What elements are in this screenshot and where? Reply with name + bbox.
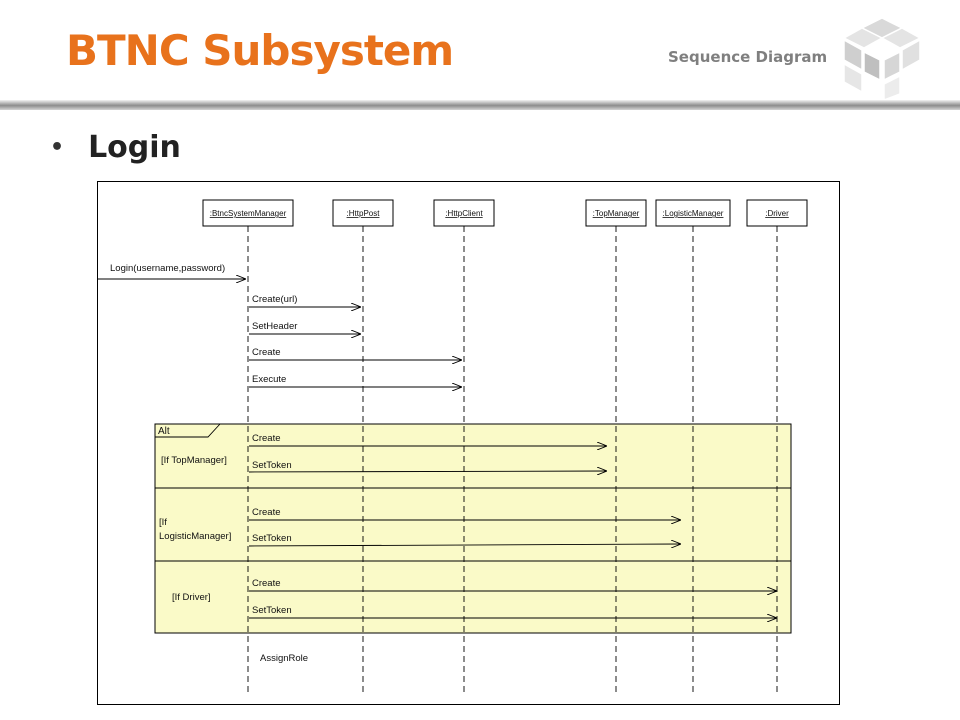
alt-fragment [155,424,791,633]
msg-label-create-driver: Create [252,578,281,589]
msg-label-settoken-topmanager: SetToken [252,460,292,471]
msg-label-setheader: SetHeader [252,321,298,332]
msg-label-create: Create [252,347,281,358]
slide-title: BTNC Subsystem [66,26,454,75]
sequence-diagram [97,181,840,705]
lifeline-label-btnc-system-manager: :BtncSystemManager [209,209,287,218]
header-divider [0,100,960,110]
lifeline-label-topmanager: :TopManager [592,209,640,218]
guard-logistic-line2: LogisticManager] [159,531,232,542]
msg-label-assignrole: AssignRole [260,653,309,664]
msg-label-create-topmanager: Create [252,433,281,444]
lifeline-heads [203,200,807,226]
lifeline-label-driver: :Driver [765,209,789,218]
bullet-icon: • [50,135,65,160]
lifeline-label-logisticmanager: :LogisticManager [662,209,724,218]
msg-label-execute: Execute [252,374,287,385]
msg-label-create-logisticmanager: Create [252,507,281,518]
guard-driver: [If Driver] [172,592,211,603]
guard-top-manager: [If TopManager] [161,455,227,466]
alt-frame [155,424,791,633]
guard-logistic-line1: [If [159,517,167,528]
section-bullet [50,130,181,165]
lifeline-label-httpclient: :HttpClient [445,209,483,218]
section-label: Login [88,130,181,165]
diagram-canvas [98,182,841,706]
slide-subtitle: Sequence Diagram [668,48,828,66]
cube-logo-icon [842,14,922,100]
msg-label-settoken-driver: SetToken [252,605,292,616]
msg-label-settoken-logisticmanager: SetToken [252,533,292,544]
msg-label-create-url: Create(url) [252,294,298,305]
alt-label: Alt [158,426,170,437]
lifeline-label-httppost: :HttpPost [346,209,380,218]
msg-label-login: Login(username,password) [110,263,226,274]
